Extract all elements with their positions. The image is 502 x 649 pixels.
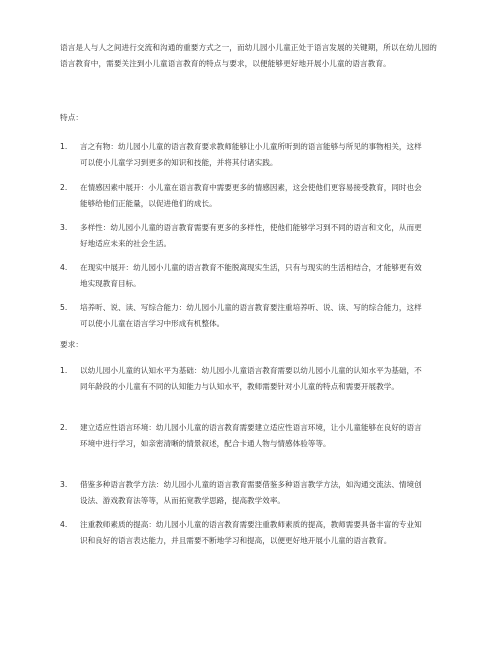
features-heading: 特点：: [60, 113, 84, 122]
item-text: 在现实中展开：幼儿园小儿童的语言教育不能脱离现实生活，只有与现实的生活相结合，才能够更有效地实现教育目标。: [80, 263, 422, 288]
item-number: 1.: [60, 142, 68, 151]
intro-paragraph: 语言是人与人之间进行交流和沟通的重要方式之一，而幼儿园小儿童正处于语言发展的关键期，所以在幼儿园的语言教育中，需要关注到小儿童语言教育的特点与要求，以便能够更好地开展小儿童的语言教育。: [60, 43, 437, 68]
requirements-heading: 要求：: [60, 340, 84, 349]
item-text: 培养听、说、读、写综合能力：幼儿园小儿童的语言教育要注重培养听、说、读、写的综合能力，这样可以使小儿童在语言学习中形成有机整体。: [80, 303, 422, 328]
item-text: 在情感因素中展开：小儿童在语言教育中需要更多的情感因素，这会使他们更容易接受教育，同时也会能够给他们正能量，以促进他们的成长。: [80, 183, 422, 208]
item-number: 3.: [60, 223, 68, 232]
item-number: 4.: [60, 520, 68, 529]
item-number: 5.: [60, 303, 68, 312]
item-text: 建立适应性语言环境：幼儿园小儿童的语言教育需要建立适应性语言环境，让小儿童能够在良好的语言环境中进行学习，如亲密清晰的情景叙述，配合卡通人物与情感体验等等。: [80, 423, 422, 448]
item-number: 2.: [60, 183, 68, 192]
item-number: 4.: [60, 263, 68, 272]
item-text: 借鉴多种语言教学方法：幼儿园小儿童的语言教育需要借鉴多种语言教学方法，如沟通交流法、情境创设法、游戏教育法等等，从而拓宽教学思路，提高教学效率。: [80, 480, 422, 505]
item-number: 3.: [60, 480, 68, 489]
item-text: 言之有物：幼儿园小儿童的语言教育要求教师能够让小儿童所听到的语言能够与所见的事物相关，这样可以使小儿童学习到更多的知识和技能，并将其付诸实践。: [80, 142, 422, 167]
item-number: 2.: [60, 423, 68, 432]
item-text: 多样性：幼儿园小儿童的语言教育需要有更多的多样性，使他们能够学习到不同的语言和文化，从而更好地适应未来的社会生活。: [80, 223, 422, 248]
item-text: 以幼儿园小儿童的认知水平为基础：幼儿园小儿童语言教育需要以幼儿园小儿童的认知水平为基础，不同年龄段的小儿童有不同的认知能力与认知水平，教师需要针对小儿童的特点和需要开展教学。: [80, 366, 422, 391]
item-text: 注重教师素质的提高：幼儿园小儿童的语言教育需要注重教师素质的提高，教师需要具备丰富的专业知识和良好的语言表达能力，并且需要不断地学习和提高，以便更好地开展小儿童的语言教育。: [80, 520, 422, 545]
item-number: 1.: [60, 366, 68, 375]
